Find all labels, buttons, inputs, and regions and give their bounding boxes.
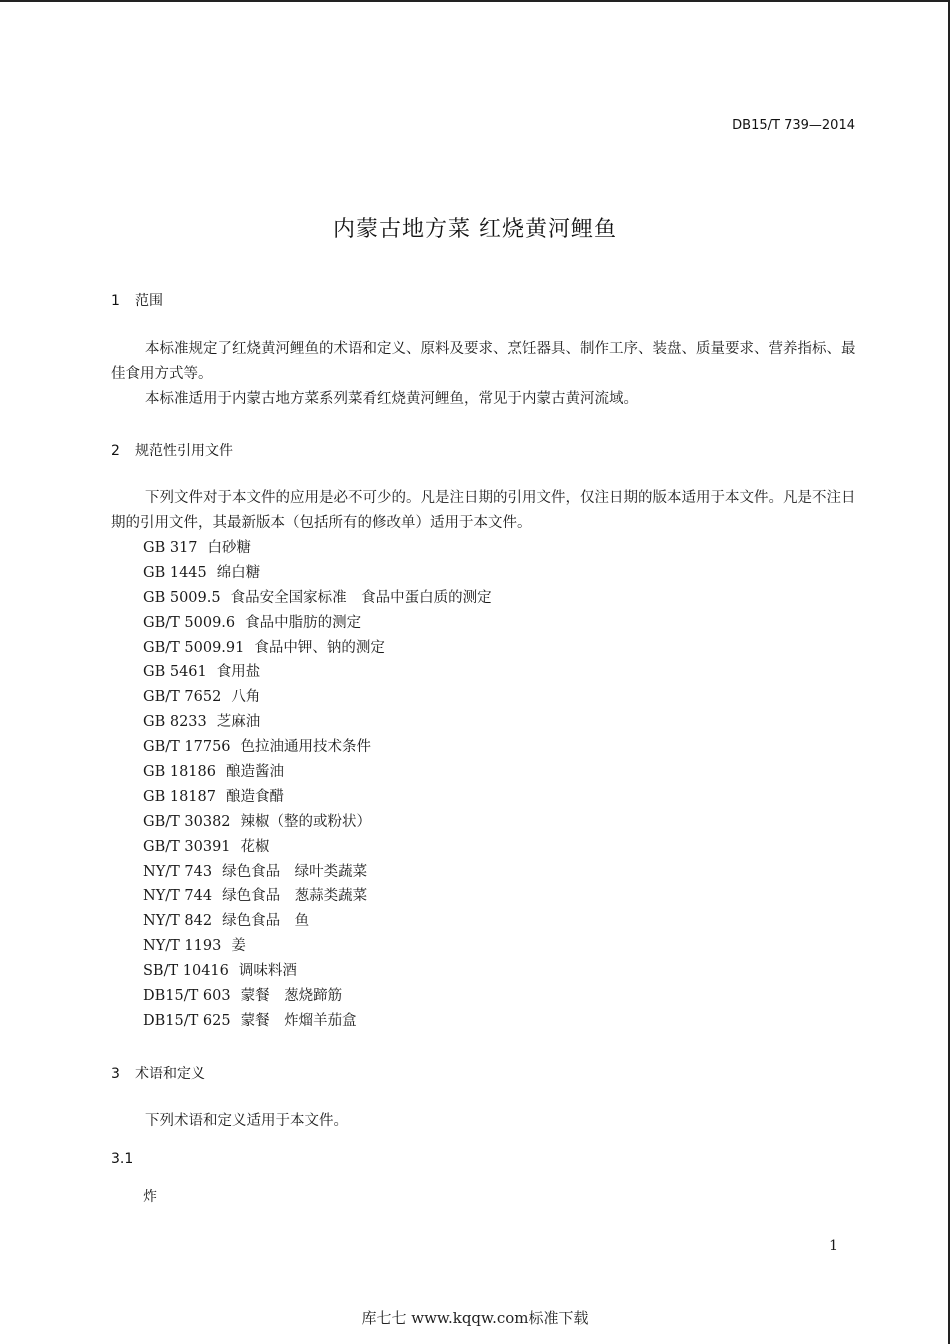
reference-code: GB/T 5009.6 bbox=[143, 614, 236, 631]
reference-item bbox=[143, 586, 492, 611]
section-3-heading bbox=[111, 1063, 205, 1083]
reference-item bbox=[143, 785, 492, 810]
reference-name: 八角 bbox=[231, 689, 261, 706]
reference-code: GB/T 7652 bbox=[143, 689, 222, 706]
reference-item bbox=[143, 735, 492, 760]
section-2-number: 2 bbox=[111, 443, 120, 459]
reference-item bbox=[143, 884, 492, 909]
page-border-top bbox=[0, 0, 950, 2]
reference-code: DB15/T 625 bbox=[143, 1012, 231, 1029]
normative-reference-list bbox=[143, 536, 492, 1034]
section-2-paragraph-1 bbox=[111, 486, 861, 536]
reference-code: GB/T 30391 bbox=[143, 838, 231, 855]
reference-item bbox=[143, 710, 492, 735]
reference-name: 蒙餐 炸熘羊茄盒 bbox=[240, 1012, 357, 1029]
reference-code: GB/T 30382 bbox=[143, 813, 231, 830]
section-3-title: 术语和定义 bbox=[135, 1066, 205, 1082]
section-3-number: 3 bbox=[111, 1066, 120, 1082]
section-2-text-1: 下列文件对于本文件的应用是必不可少的。凡是注日期的引用文件，仅注日期的版本适用于本文件。凡是不注日期的引用文件，其最新版本（包括所有的修改单）适用于本文件。 bbox=[111, 490, 856, 531]
section-1-paragraph-1 bbox=[111, 337, 861, 387]
reference-item bbox=[143, 835, 492, 860]
reference-item bbox=[143, 536, 492, 561]
reference-name: 调味料酒 bbox=[238, 963, 297, 980]
reference-name: 蒙餐 葱烧蹄筋 bbox=[240, 988, 343, 1005]
reference-item bbox=[143, 660, 492, 685]
standard-code: DB15/T 739—2014 bbox=[732, 118, 855, 133]
section-3-text-1: 下列术语和定义适用于本文件。 bbox=[145, 1113, 348, 1129]
reference-code: NY/T 842 bbox=[143, 913, 213, 930]
reference-code: GB 18187 bbox=[143, 788, 216, 805]
section-3-paragraph-1 bbox=[111, 1109, 861, 1134]
reference-item bbox=[143, 984, 492, 1009]
reference-name: 酿造食醋 bbox=[225, 788, 284, 805]
section-1-text-1: 本标准规定了红烧黄河鲤鱼的术语和定义、原料及要求、烹饪器具、制作工序、装盘、质量要求、营养指标、最佳食用方式等。 bbox=[111, 341, 856, 382]
reference-name: 食品中钾、钠的测定 bbox=[254, 639, 385, 656]
reference-item bbox=[143, 934, 492, 959]
reference-name: 食品中脂肪的测定 bbox=[245, 614, 362, 631]
reference-name: 花椒 bbox=[240, 838, 270, 855]
reference-item bbox=[143, 561, 492, 586]
reference-code: NY/T 743 bbox=[143, 863, 213, 880]
section-1-paragraph-2 bbox=[111, 387, 861, 412]
section-1-title: 范围 bbox=[135, 293, 163, 309]
reference-name: 姜 bbox=[231, 938, 246, 955]
document-title: 内蒙古地方菜 红烧黄河鲤鱼 bbox=[333, 217, 617, 242]
page-number: 1 bbox=[829, 1238, 838, 1254]
reference-name: 食品安全国家标准 食品中蛋白质的测定 bbox=[230, 589, 492, 606]
reference-code: NY/T 1193 bbox=[143, 938, 222, 955]
reference-code: GB 8233 bbox=[143, 714, 207, 731]
reference-item bbox=[143, 959, 492, 984]
reference-name: 芝麻油 bbox=[216, 714, 261, 731]
reference-name: 绿色食品 葱蒜类蔬菜 bbox=[222, 888, 368, 905]
reference-name: 食用盐 bbox=[216, 664, 261, 681]
reference-code: SB/T 10416 bbox=[143, 963, 229, 980]
reference-item bbox=[143, 611, 492, 636]
reference-name: 辣椒（整的或粉状） bbox=[240, 813, 372, 830]
reference-code: GB 5461 bbox=[143, 664, 207, 681]
reference-item bbox=[143, 810, 492, 835]
reference-code: GB/T 5009.91 bbox=[143, 639, 245, 656]
reference-code: GB 317 bbox=[143, 540, 198, 556]
section-1-text-2: 本标准适用于内蒙古地方菜系列菜肴红烧黄河鲤鱼，常见于内蒙古黄河流域。 bbox=[145, 391, 638, 407]
reference-code: GB/T 17756 bbox=[143, 739, 231, 756]
reference-item bbox=[143, 909, 492, 934]
section-1-number: 1 bbox=[111, 293, 120, 309]
footer-watermark-text: 库七七 www.kqqw.com标准下载 bbox=[361, 1309, 589, 1327]
reference-code: GB 18186 bbox=[143, 764, 216, 781]
reference-item bbox=[143, 1009, 492, 1034]
reference-code: GB 5009.5 bbox=[143, 589, 221, 606]
term-number: 3.1 bbox=[111, 1151, 134, 1167]
reference-name: 酿造酱油 bbox=[225, 764, 284, 781]
term-name: 炸 bbox=[143, 1189, 157, 1205]
reference-item bbox=[143, 860, 492, 885]
reference-code: GB 1445 bbox=[143, 564, 207, 581]
reference-name: 白砂糖 bbox=[207, 540, 252, 556]
section-1-heading bbox=[111, 290, 163, 310]
section-2-title: 规范性引用文件 bbox=[135, 443, 233, 459]
reference-item bbox=[143, 636, 492, 661]
reference-code: NY/T 744 bbox=[143, 888, 213, 905]
reference-item bbox=[143, 760, 492, 785]
reference-name: 绿色食品 鱼 bbox=[222, 913, 310, 930]
reference-code: DB15/T 603 bbox=[143, 988, 231, 1005]
reference-name: 绿色食品 绿叶类蔬菜 bbox=[222, 863, 368, 880]
section-2-heading bbox=[111, 440, 233, 460]
reference-name: 色拉油通用技术条件 bbox=[240, 739, 372, 756]
reference-item bbox=[143, 685, 492, 710]
reference-name: 绵白糖 bbox=[216, 564, 261, 581]
